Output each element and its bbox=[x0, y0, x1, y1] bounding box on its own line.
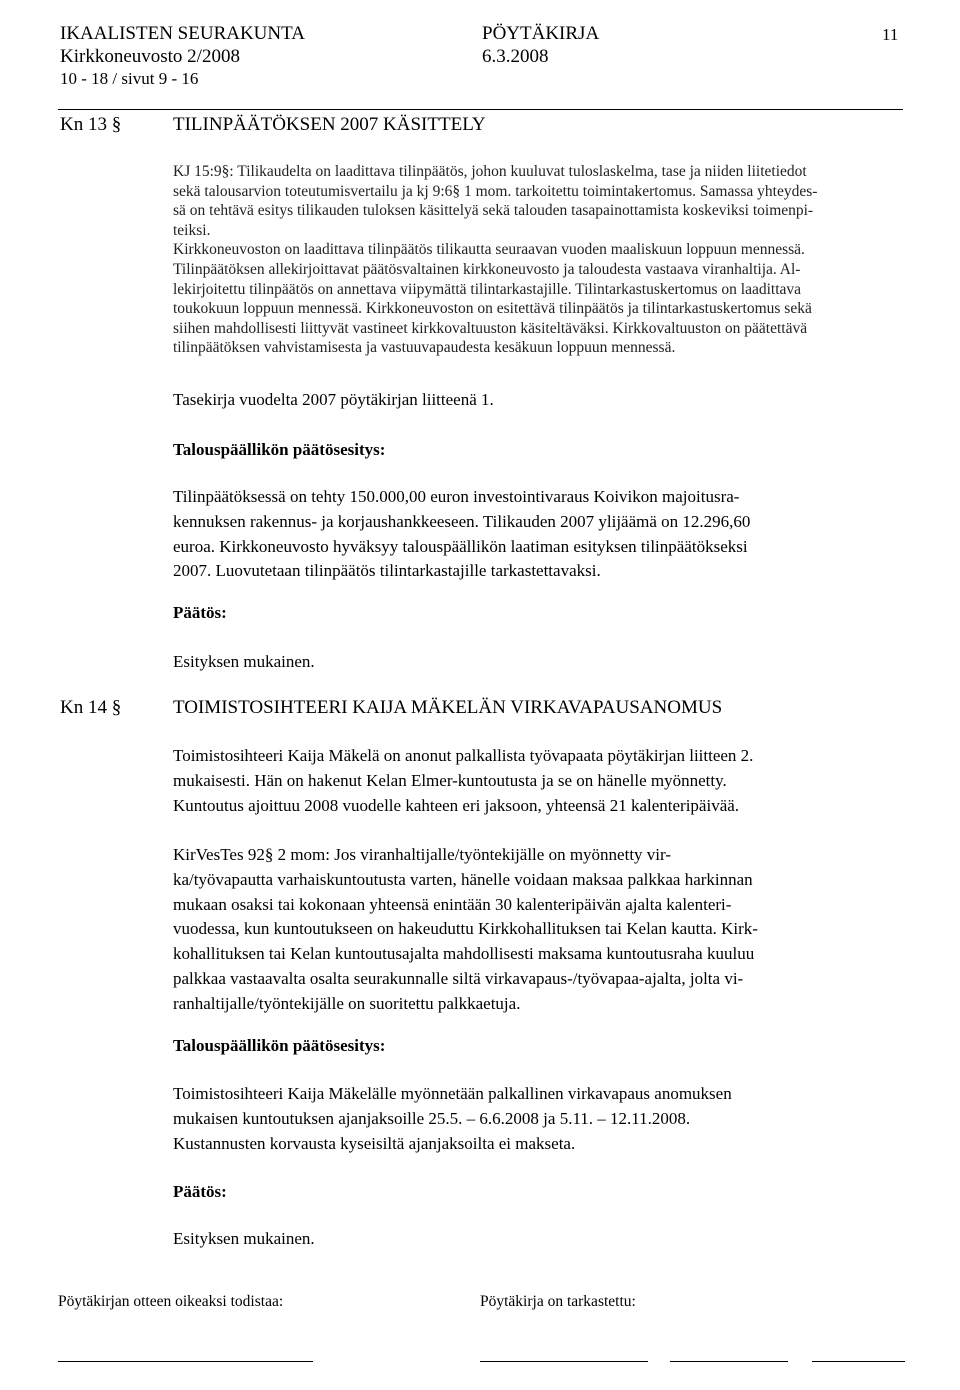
paragraph-line: lekirjoitettu tilinpäätös on annettava viipymättä tilintarkastajille. Tilintarkastuskertomus on laadittava bbox=[173, 280, 802, 298]
section-mark: § bbox=[111, 114, 122, 135]
document-type: PÖYTÄKIRJA bbox=[482, 23, 600, 44]
rule-line: ranhaltijalle/työntekijälle on suoritettu palkkaetuja. bbox=[173, 993, 521, 1013]
signature-line-checker-1 bbox=[480, 1361, 648, 1362]
section-kn13-number bbox=[60, 114, 121, 136]
rule-line: palkkaa vastaavalta osalta seurakunnalle siltä virkavapaus-/työvapaa-ajalta, jolta vi- bbox=[173, 968, 744, 988]
paragraph-line: Tilinpäätöksen allekirjoittavat päätösvaltainen kirkkoneuvosto ja taloudesta vastaava viranhaltija. Al- bbox=[173, 260, 801, 278]
meeting-date: 6.3.2008 bbox=[482, 46, 549, 67]
section-kn14-number bbox=[60, 697, 121, 719]
kn14-intro bbox=[173, 744, 903, 818]
kn14-proposal-heading: Talouspäällikön päätösesitys: bbox=[173, 1036, 386, 1055]
paragraph-line: sekä talousarvion toteutumisvertailu ja kj 9:6§ 1 mom. tarkoitettu toimintakertomus. Samassa yhteydes- bbox=[173, 182, 818, 200]
page-number: 11 bbox=[882, 25, 899, 44]
sections-pages: 10 - 18 / sivut 9 - 16 bbox=[60, 69, 199, 88]
rule-line: KirVesTes 92§ 2 mom: Jos viranhaltijalle/työntekijälle on myönnetty vir- bbox=[173, 845, 671, 864]
paragraph-line: toukokuun loppuun mennessä. Kirkkoneuvoston on esitettävä tilinpäätös ja tilintarkastuskertomus sekä bbox=[173, 300, 812, 318]
signature-line-certifier bbox=[58, 1361, 313, 1362]
organization-name: IKAALISTEN SEURAKUNTA bbox=[60, 23, 305, 44]
proposal-line: 2007. Luovutetaan tilinpäätös tilintarkastajille tarkastettavaksi. bbox=[173, 561, 601, 581]
paragraph-line: sä on tehtävä esitys tilikauden tuloksen käsittelyä sekä talouden tasapainottamista koskeviksi toimenpi- bbox=[173, 202, 814, 220]
proposal-line: kennuksen rakennus- ja korjaushankkeeseen. Tilikauden 2007 ylijäämä on 12.296,60 bbox=[173, 511, 751, 531]
footer-certified-label: Pöytäkirjan otteen oikeaksi todistaa: bbox=[58, 1293, 284, 1310]
proposal-line: Toimistosihteeri Kaija Mäkelälle myönnetään palkallinen virkavapaus anomuksen bbox=[173, 1084, 732, 1103]
footer-checked-label: Pöytäkirja on tarkastettu: bbox=[480, 1293, 636, 1310]
rule-line: mukaan osaksi tai kokonaan yhteensä enintään 30 kalenteripäivän ajalta kalenteri- bbox=[173, 894, 732, 914]
kn14-decision-heading: Päätös: bbox=[173, 1182, 227, 1201]
paragraph-line: siihen mahdollisesti liittyvät vastineet kirkkovaltuuston käsiteltäväksi. Kirkkovaltuuston on päätettävä bbox=[173, 319, 808, 337]
section-mark: § bbox=[111, 697, 122, 718]
kn14-agreement-rule bbox=[173, 843, 903, 1017]
paragraph-line: Kirkkoneuvoston on laadittava tilinpäätös tilikautta seuraavan vuoden maaliskuun loppuun mennessä. bbox=[173, 241, 805, 259]
kn13-attachment-note: Tasekirja vuodelta 2007 pöytäkirjan liitteenä 1. bbox=[173, 390, 494, 409]
proposal-line: mukaisen kuntoutuksen ajanjaksoille 25.5. – 6.6.2008 ja 5.11. – 12.11.2008. bbox=[173, 1108, 691, 1128]
intro-line: Toimistosihteeri Kaija Mäkelä on anonut palkallista työvapaata pöytäkirjan liitteen 2. bbox=[173, 746, 754, 765]
kn13-decision-text: Esityksen mukainen. bbox=[173, 652, 315, 671]
kn13-proposal-heading: Talouspäällikön päätösesitys: bbox=[173, 440, 386, 459]
proposal-line: euroa. Kirkkoneuvosto hyväksyy talouspäällikön laatiman esityksen tilinpäätökseksi bbox=[173, 536, 748, 556]
kn14-decision-text: Esityksen mukainen. bbox=[173, 1229, 315, 1248]
signature-line-checker-3 bbox=[812, 1361, 905, 1362]
rule-line: vuodessa, kun kuntoutukseen on hakeuduttu Kirkkohallituksen tai Kelan kautta. Kirk- bbox=[173, 919, 758, 939]
header-rule bbox=[58, 109, 903, 110]
proposal-line: Tilinpäätöksessä on tehty 150.000,00 euron investointivaraus Koivikon majoitusra- bbox=[173, 487, 740, 506]
section-number: Kn 14 bbox=[60, 697, 107, 718]
rule-line: kohallituksen tai Kelan kuntoutusajalta mahdollisesti maksama kuntoutusraha kuuluu bbox=[173, 944, 755, 964]
paragraph-line: KJ 15:9§: Tilikaudelta on laadittava tilinpäätös, johon kuuluvat tuloslaskelma, tase ja niiden liitetiedot bbox=[173, 163, 807, 180]
kn13-proposal-text bbox=[173, 485, 903, 584]
section-number: Kn 13 bbox=[60, 114, 107, 135]
meeting-name: Kirkkoneuvosto 2/2008 bbox=[60, 46, 240, 67]
rule-line: ka/työvapautta varhaiskuntoutusta varten, hänelle voidaan maksaa palkkaa harkinnan bbox=[173, 869, 753, 889]
paragraph-line: teiksi. bbox=[173, 221, 211, 239]
kn13-decision-heading: Päätös: bbox=[173, 603, 227, 622]
paragraph-line: tilinpäätöksen vahvistamisesta ja vastuuvapaudesta kesäkuun loppuun mennessä. bbox=[173, 339, 676, 357]
proposal-line: Kustannusten korvausta kyseisiltä ajanjaksoilta ei makseta. bbox=[173, 1133, 576, 1153]
section-kn13-title: TILINPÄÄTÖKSEN 2007 KÄSITTELY bbox=[173, 114, 486, 135]
section-kn14-title: TOIMISTOSIHTEERI KAIJA MÄKELÄN VIRKAVAPAUSANOMUS bbox=[173, 697, 723, 718]
intro-line: mukaisesti. Hän on hakenut Kelan Elmer-kuntoutusta ja se on hänelle myönnetty. bbox=[173, 770, 727, 790]
kn14-proposal-text bbox=[173, 1082, 903, 1156]
intro-line: Kuntoutus ajoittuu 2008 vuodelle kahteen eri jaksoon, yhteensä 21 kalenteripäivää. bbox=[173, 795, 740, 815]
signature-line-checker-2 bbox=[670, 1361, 788, 1362]
kn13-legal-paragraph bbox=[173, 162, 903, 358]
